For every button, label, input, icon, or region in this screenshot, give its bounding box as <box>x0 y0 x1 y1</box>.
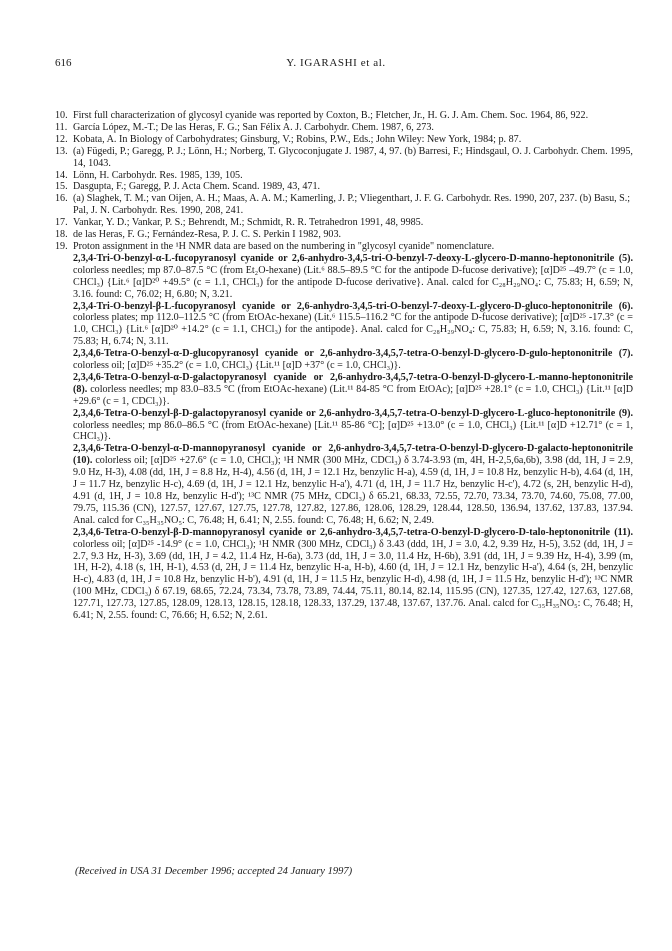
nomenclature-note: Proton assignment in the ¹H NMR data are based on the numbering in "glycosyl cyanide" nomenclature. <box>73 240 495 252</box>
compound-data: colorless oil; [α]D²⁵ +27.6° (c = 1.0, CHCl₃); ¹H NMR (300 MHz, CDCl₃) δ 3.74-3.93 (m, 4H, H-2,5,6a,6b), 3.98 (dd, 1H, J = 2.9, 9.0 Hz, H-3), 4.08 (dd, 1H, J = 8.8 Hz, H-4), 4.56 (d, 1H, J = 12.1 Hz, benzylic H-a), 4.59 (d, 1H, J = 10.8 Hz, benzylic H-b), 4.64 (d, 1H, J = 11.7 Hz, benzylic H-c), 4.69 (d, 1H, J = 12.1 Hz, benzylic H-a'), 4.71 (d, 1H, J = 11.7 Hz, benzylic H-c'), 4.72 (s, 2H, benzylic H-d), 4.91 (d, 1H, J = 10.8 Hz, benzylic H-d'); ¹³C NMR (75 MHz, CDCl₃) δ 65.21, 68.33, 72.55, 72.70, 73.34, 73.70, 74.60, 75.08, 77.00, 79.75, 115.36 (CN), 127.57, 127.67, 127.75, 127.78, 127.82, 127.86, 128.06, 128.29, 128.44, 128.50, 136.94, 137.62, 137.83, 137.94. Anal. calcd for C₃₅H₃₅NO₅: C, 76.48; H, 6.41; N, 2.55. found: C, 76.48; H, 6.62; N, 2.49. <box>73 455 633 526</box>
reference-item <box>55 122 633 134</box>
reference-text: Kobata, A. In Biology of Carbohydrates; Ginsburg, V.; Robins, P.W., Eds.; John Wiley: New York, 1984; p. 87. <box>73 133 522 145</box>
compound-name: 2,3,4,6-Tetra-O-benzyl-β-D-galactopyranosyl cyanide or 2,6-anhydro-3,4,5,7-tetra-O-benzyl-D-glycero-L-gluco-heptononitrile (9). <box>73 407 633 419</box>
reference-item-19 <box>55 241 633 622</box>
reference-text: (a) Fügedi, P.; Garegg, P. J.; Lönn, H.; Norberg, T. Glycoconjugate J. 1987, 4, 97. (b) Barresi, F.; Hindsgaul, O. J. Carbohydr. Chem. 1995, 14, 1043. <box>73 145 633 169</box>
compound-entry <box>73 527 633 622</box>
reference-number: 19. <box>55 240 68 252</box>
compound-name: 2,3,4,6-Tetra-O-benzyl-β-D-mannopyranosyl cyanide or 2,6-anhydro-3,4,5,7-tetra-O-benzyl-D-glycero-D-talo-heptononitrile (11). <box>73 526 633 538</box>
compound-data: colorless oil; [α]D²⁵ +35.2° (c = 1.0, CHCl₃) {Lit.¹¹ [α]D +37° (c = 1.0, CHCl₃)}. <box>73 360 401 372</box>
compound-name: 2,3,4,6-Tetra-O-benzyl-α-D-mannopyranosyl cyanide or 2,6-anhydro-3,4,5,7-tetra-O-benzyl-D-glycero-D-galacto-heptononitrile (10). <box>73 443 633 467</box>
compound-entry <box>73 253 633 301</box>
reference-number: 17. <box>55 217 68 229</box>
reference-number: 14. <box>55 169 68 181</box>
compound-name: 2,3,4-Tri-O-benzyl-α-L-fucopyranosyl cyanide or 2,6-anhydro-3,4,5-tri-O-benzyl-7-deoxy-L-glycero-D-manno-heptononitrile (5). <box>73 252 633 264</box>
reference-item <box>55 217 633 229</box>
reference-number: 13. <box>55 145 68 157</box>
reference-text: Dasgupta, F.; Garegg, P. J. Acta Chem. Scand. 1989, 43, 471. <box>73 181 321 193</box>
received-accepted-note: (Received in USA 31 December 1996; accepted 24 January 1997) <box>75 866 353 877</box>
reference-item <box>55 229 633 241</box>
compound-entry <box>73 372 633 408</box>
compound-entry <box>73 301 633 349</box>
reference-number: 12. <box>55 133 68 145</box>
reference-text: First full characterization of glycosyl cyanide was reported by Coxton, B.; Fletcher, Jr., H. G. J. Am. Chem. Soc. 1964, 86, 922. <box>73 110 589 121</box>
compound-data: colorless needles; mp 86.0–86.5 °C (from EtOAc-hexane) [Lit.¹¹ 85-86 °C]; [α]D²⁵ +13.0° (c = 1.0, CHCl₃) {Lit.¹¹ [α]D +12.71° (c = 1, CHCl₃)}. <box>73 419 633 443</box>
compound-name: 2,3,4,6-Tetra-O-benzyl-α-D-galactopyranosyl cyanide or 2,6-anhydro-3,4,5,7-tetra-O-benzyl-D-glycero-L-manno-heptononitrile (8). <box>73 371 633 395</box>
reference-text: García López, M.-T.; De las Heras, F. G.; San Félix A. J. Carbohydr. Chem. 1987, 6, 273. <box>73 121 434 133</box>
reference-list <box>55 110 633 622</box>
compound-data: colorless needles; mp 83.0–83.5 °C (from EtOAc-hexane) (Lit.¹¹ 84-85 °C from EtOAc); [α]D²⁵ +28.1° (c = 1.0, CHCl₃) {Lit.¹¹ [α]D +29.6° (c = 1, CDCl₃)}. <box>73 383 633 407</box>
reference-number: 18. <box>55 229 68 241</box>
reference-item <box>55 146 633 170</box>
compound-data: colorless plates; mp 112.0–112.5 °C (from EtOAc-hexane) (Lit.⁶ 115.5–116.2 °C for the antipode D-fucose derivative); [α]D²⁵ -17.3° (c = 1.0, CHCl₃) {Lit.⁶ [α]D²⁰ +14.2° (c = 1.1, CHCl₃) for the antipode}. Anal. calcd for C₂₈H₂₉NO₄: C, 75.83; H, 6.59; N, 3.16. found: C, 75.83; H, 6.74; N, 3.11. <box>73 312 633 348</box>
reference-item <box>55 170 633 182</box>
reference-text: Vankar, Y. D.; Vankar, P. S.; Behrendt, M.; Schmidt, R. R. Tetrahedron 1991, 48, 9985. <box>73 217 424 229</box>
page-number: 616 <box>55 57 72 69</box>
reference-item <box>55 193 633 217</box>
reference-text: de las Heras, F. G.; Fernández-Resa, P. J. C. S. Perkin I 1982, 903. <box>73 229 342 241</box>
reference-number: 16. <box>55 193 68 205</box>
reference-number: 15. <box>55 181 68 193</box>
reference-text: (a) Slaghek, T. M.; van Oijen, A. H.; Maas, A. A. M.; Kamerling, J. P.; Vliegenthart, J. F. G. Carbohydr. Res. 1990, 207, 237. (b) Basu, S.; Pal, J. N. Carbohydr. Res. 1990, 208, 241. <box>73 193 631 217</box>
compound-data: colorless needles; mp 87.0–87.5 °C (from Et₂O-hexane) (Lit.⁶ 88.5–89.5 °C for the antipode D-fucose derivative); [α]D²⁵ –49.7° (c = 1.0, CHCl₃) {Lit.⁶ [α]D²⁰ +49.5° (c = 1.1, CHCl₃) for the antipode D-fucose derivative}. Anal. calcd for C₂₈H₂₉NO₄: C, 75.83; H, 6.59; N, 3.16. found: C, 76.02; H, 6.80; N, 3.21. <box>73 264 633 300</box>
compound-entry <box>73 408 633 444</box>
reference-text: Lönn, H. Carbohydr. Res. 1985, 139, 105. <box>73 169 243 181</box>
compound-name: 2,3,4-Tri-O-benzyl-β-L-fucopyranosyl cyanide or 2,6-anhydro-3,4,5-tri-O-benzyl-7-deoxy-L-glycero-D-gluco-heptononitrile (6). <box>73 300 633 312</box>
compound-name: 2,3,4,6-Tetra-O-benzyl-α-D-glucopyranosyl cyanide or 2,6-anhydro-3,4,5,7-tetra-O-benzyl-D-glycero-D-gulo-heptononitrile (7). <box>73 348 633 360</box>
compound-entry <box>73 348 633 372</box>
compound-data: colorless oil; [α]D²⁵ -14.9° (c = 1.0, CHCl₃); ¹H NMR (300 MHz, CDCl₃) δ 3.43 (ddd, 1H, J = 3.0, 4.2, 9.39 Hz, H-5), 3.52 (dd, 1H, J = 2.7, 9.3 Hz, H-3), 3.69 (dd, 1H, J = 4.2, 11.4 Hz, H-6a), 3.73 (dd, 1H, J = 3.0, 11.4 Hz, H-6b), 3.91 (dd, 1H, J = 9.39 Hz, H-4), 3.99 (m, 1H, H-2), 4.18 (s, 1H, H-1), 4.53 (d, 2H, J = 11.4 Hz, benzylic H-a, H-b), 4.60 (d, 1H, J = 12.1 Hz, benzylic H-a'), 4.64 (s, 2H, benzylic H-c), 4.83 (d, 1H, J = 10.8 Hz, benzylic H-b'), 4.91 (d, 1H, J = 11.5 Hz, benzylic H-d), 4.98 (d, 1H, J = 11.5 Hz, benzylic H-d'); ¹³C NMR (100 MHz, CDCl₃) δ 67.19, 68.65, 72.24, 73.34, 73.78, 73.89, 74.44, 75.11, 80.14, 82.14, 115.95 (CN), 127.35, 127.42, 127.63, 127.68, 127.71, 127.73, 127.85, 128.09, 128.13, 128.15, 128.18, 128.33, 137.29, 137.48, 137.67, 137.76. Anal. calcd for C₃₅H₃₅NO₅: C, 76.48; H, 6.41; N, 2.55. found: C, 76.66; H, 6.52; N, 2.61. <box>73 538 633 622</box>
reference-number: 10. <box>55 110 68 121</box>
reference-item <box>55 110 633 122</box>
reference-item <box>55 134 633 146</box>
reference-number: 11. <box>55 121 68 133</box>
running-head: Y. IGARASHI et al. <box>286 57 386 69</box>
reference-item <box>55 181 633 193</box>
compound-entry <box>73 443 633 526</box>
